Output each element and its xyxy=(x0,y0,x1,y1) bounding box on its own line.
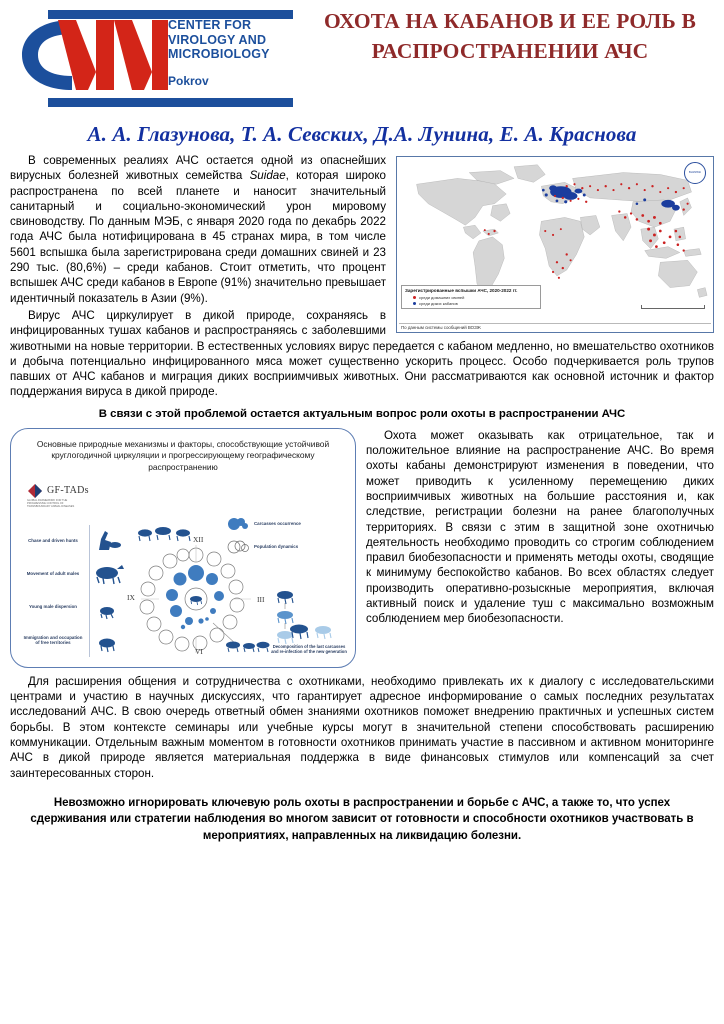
authors-list: А. А. Глазунова, Т. А. Севских, Д.А. Лунина, Е. А. Краснова xyxy=(87,122,637,146)
middle-section xyxy=(10,428,714,668)
diagram-roman-xii: XII xyxy=(193,534,204,544)
logo-line-2: VIROLOGY AND xyxy=(168,32,267,47)
paragraph-wildlife-cycle: Вирус АЧС циркулирует в дикой природе, сохраняясь в инфицированных тушах кабанов и распространяясь с заболевшими животными на новые территории. В естественных условиях вирус передается с кабаном медленно, но вмешательство охотников и добыча потенциально инфицированного мяса может существенно ускорить процесс. Особо подчеркивается роль трупов павших от АЧС кабанов и миграция диких восприимчивых животных. Они рассматриваются как основной источник и фактор поддержания вируса в дикой природе. xyxy=(10,308,714,399)
gftads-diamond-icon xyxy=(27,483,43,499)
diagram-column xyxy=(10,428,356,668)
diagram-boar-trio-icon xyxy=(223,633,275,657)
para1-text-b: , которая широко распространена по всей планете и наносит значительный санитарный и социально-экономический урон мировому свиноводству. По данным МЭБ, с января 2020 года по декабрь 2022 года АЧС была нотифицирована в 45 странах мира, в том числе 5601 вспышка была зарегистрирована среди домашних свиней и 23 290 тыс. (80,6%) – среди кабанов. Стоит отметить, что процент вспышек АЧС среди кабанов в Европе (91%) значительно превышает идентичный показатель в Азии (9%). xyxy=(10,169,386,305)
para1-text-a: В современных реалиях АЧС остается одной из опаснейших вирусных болезней животных семейства xyxy=(10,154,386,183)
diagram-roman-vi: VI xyxy=(195,646,203,656)
gftads-tagline: GLOBAL FRAMEWORK FOR THE PROGRESSIVE CONTROL OF TRANSBOUNDARY ANIMAL DISEASES xyxy=(27,498,75,509)
map-legend-title: Зарегистрированные вспышки АЧС, 2020-2022 гг. xyxy=(405,287,518,293)
mechanisms-diagram-figure xyxy=(10,428,356,668)
diagram-label-young-dispersion: Young male dispersion xyxy=(29,604,77,610)
logo-line-1: CENTER FOR xyxy=(168,18,252,32)
authors-block xyxy=(0,118,724,153)
conclusion-statement: Невозможно игнорировать ключевую роль охоты в распространении и борьбе с АЧС, а также то, что успех сдерживания или стратегии наблюдения во многом зависит от готовности и способности охотников участвовать в мероприятиях, направленных на ликвидацию болезни. xyxy=(30,796,694,842)
poster-content xyxy=(0,153,724,844)
paragraph-hunting-impact: Охота может оказывать как отрицательное, так и положительное влияние на распространение АЧС. Во время охоты кабаны демонстрируют изменения в поведении, что может приводить к усиленному перемещению диких восприимчивых животных на большие расстояния и, как следствие, регистрации болезни на ранее благополучных территориях. В связи с этим в защитной зоне охотничью деятельность необходимо проводить со строгим соблюдением правил биобезопасности и применять методы охоты, сводящие к минимуму беспокойство кабанов. Во всех областях следует производить оперативно-розыскные мероприятия, включая активный поиск и удаление туш с максимально возможным соблюдением мер биобезопасности. xyxy=(366,428,714,626)
diagram-label-immigration: Immigration and occupation of free territories xyxy=(23,634,83,646)
diagram-legend xyxy=(227,517,345,563)
map-agency-badge: ВНИИЗЖ xyxy=(684,162,706,184)
carcasses-cluster-icon xyxy=(227,517,249,531)
logo-location: Pokrov xyxy=(168,74,209,88)
scale-bar-icon xyxy=(641,305,705,309)
cvm-logo-icon xyxy=(10,14,170,96)
logo-line-3: MICROBIOLOGY xyxy=(168,47,270,61)
hunting-impact-column xyxy=(366,428,714,627)
intro-section xyxy=(10,153,714,400)
diagram-decomposition-note: Decomposition of the last carcasses and re-infection of the new generation xyxy=(271,643,347,655)
map-scale-bar xyxy=(641,305,705,309)
diagram-label-chase-hunts: Chase and driven hunts xyxy=(28,538,78,544)
diagram-roman-ix: IX xyxy=(127,592,135,602)
legend-dot-blue-icon xyxy=(413,302,416,305)
world-map-figure xyxy=(396,156,714,333)
map-source-caption: По данным системы сообщений ВОЗЖ xyxy=(399,323,711,330)
legend-label-wild: среди диких кабанов xyxy=(419,301,458,306)
map-canvas xyxy=(399,159,711,323)
diagram-legend-label-carcasses: Carcasses occurrence xyxy=(254,521,301,527)
legend-dot-red-icon xyxy=(413,296,416,299)
page-title: ОХОТА НА КАБАНОВ И ЕЕ РОЛЬ В РАСПРОСТРАНЕНИИ АЧС xyxy=(323,9,697,63)
map-legend xyxy=(401,285,541,310)
diagram-label-adult-movement: Movement of adult males xyxy=(26,571,80,577)
map-legend-item-domestic xyxy=(405,295,537,300)
gftads-wordmark: GF-TADs xyxy=(47,485,89,497)
paragraph-cooperation: Для расширения общения и сотрудничества с охотниками, необходимо привлекать их к диалогу с исследовательскими центрами и участию в научных дискуссиях, что гарантирует адресное информирование о самых последних результатах исследований АЧС. В свою очередь ответный обмен знаниями охотников поможет внедрению практичных и успешных систем борьбы. В этом контексте семинары или учебные курсы могут в значительной степени способствовать расширению коммуникации. Отдельным важным моментом в готовности охотников принимать участие в пассивном и активном мониторинге АЧС в дикой природе является материальная поддержка в виде финансовых стимулов или компенсаций за счет заинтересованных сторон. xyxy=(10,674,714,780)
diagram-roman-iii: III xyxy=(257,594,265,604)
cooperation-section xyxy=(10,674,714,781)
logo-wordmark xyxy=(168,18,270,62)
gftads-logo xyxy=(27,483,111,509)
para1-species-name: Suidae xyxy=(249,169,286,183)
institution-logo xyxy=(0,0,300,88)
diagram-title: Основные природные механизмы и факторы, способствующие устойчивой круглогодичной циркуляции и прогрессирующему географическому распространению xyxy=(36,438,330,472)
diagram-left-label-list xyxy=(21,525,90,657)
highlight-statement-1: В связи с этой проблемой остается актуальным вопрос роли охоты в распространении АЧС xyxy=(98,407,626,420)
legend-label-domestic: среди домашних свиней xyxy=(419,294,465,300)
population-cluster-icon xyxy=(227,540,249,554)
poster-header xyxy=(0,0,724,118)
logo-bottom-bar xyxy=(48,98,293,107)
map-legend-item-wild xyxy=(405,301,537,306)
diagram-legend-population xyxy=(227,540,345,554)
diagram-boar-pair-icon xyxy=(285,617,341,645)
diagram-legend-label-population: Population dynamics xyxy=(254,544,299,550)
diagram-legend-carcasses xyxy=(227,517,345,531)
